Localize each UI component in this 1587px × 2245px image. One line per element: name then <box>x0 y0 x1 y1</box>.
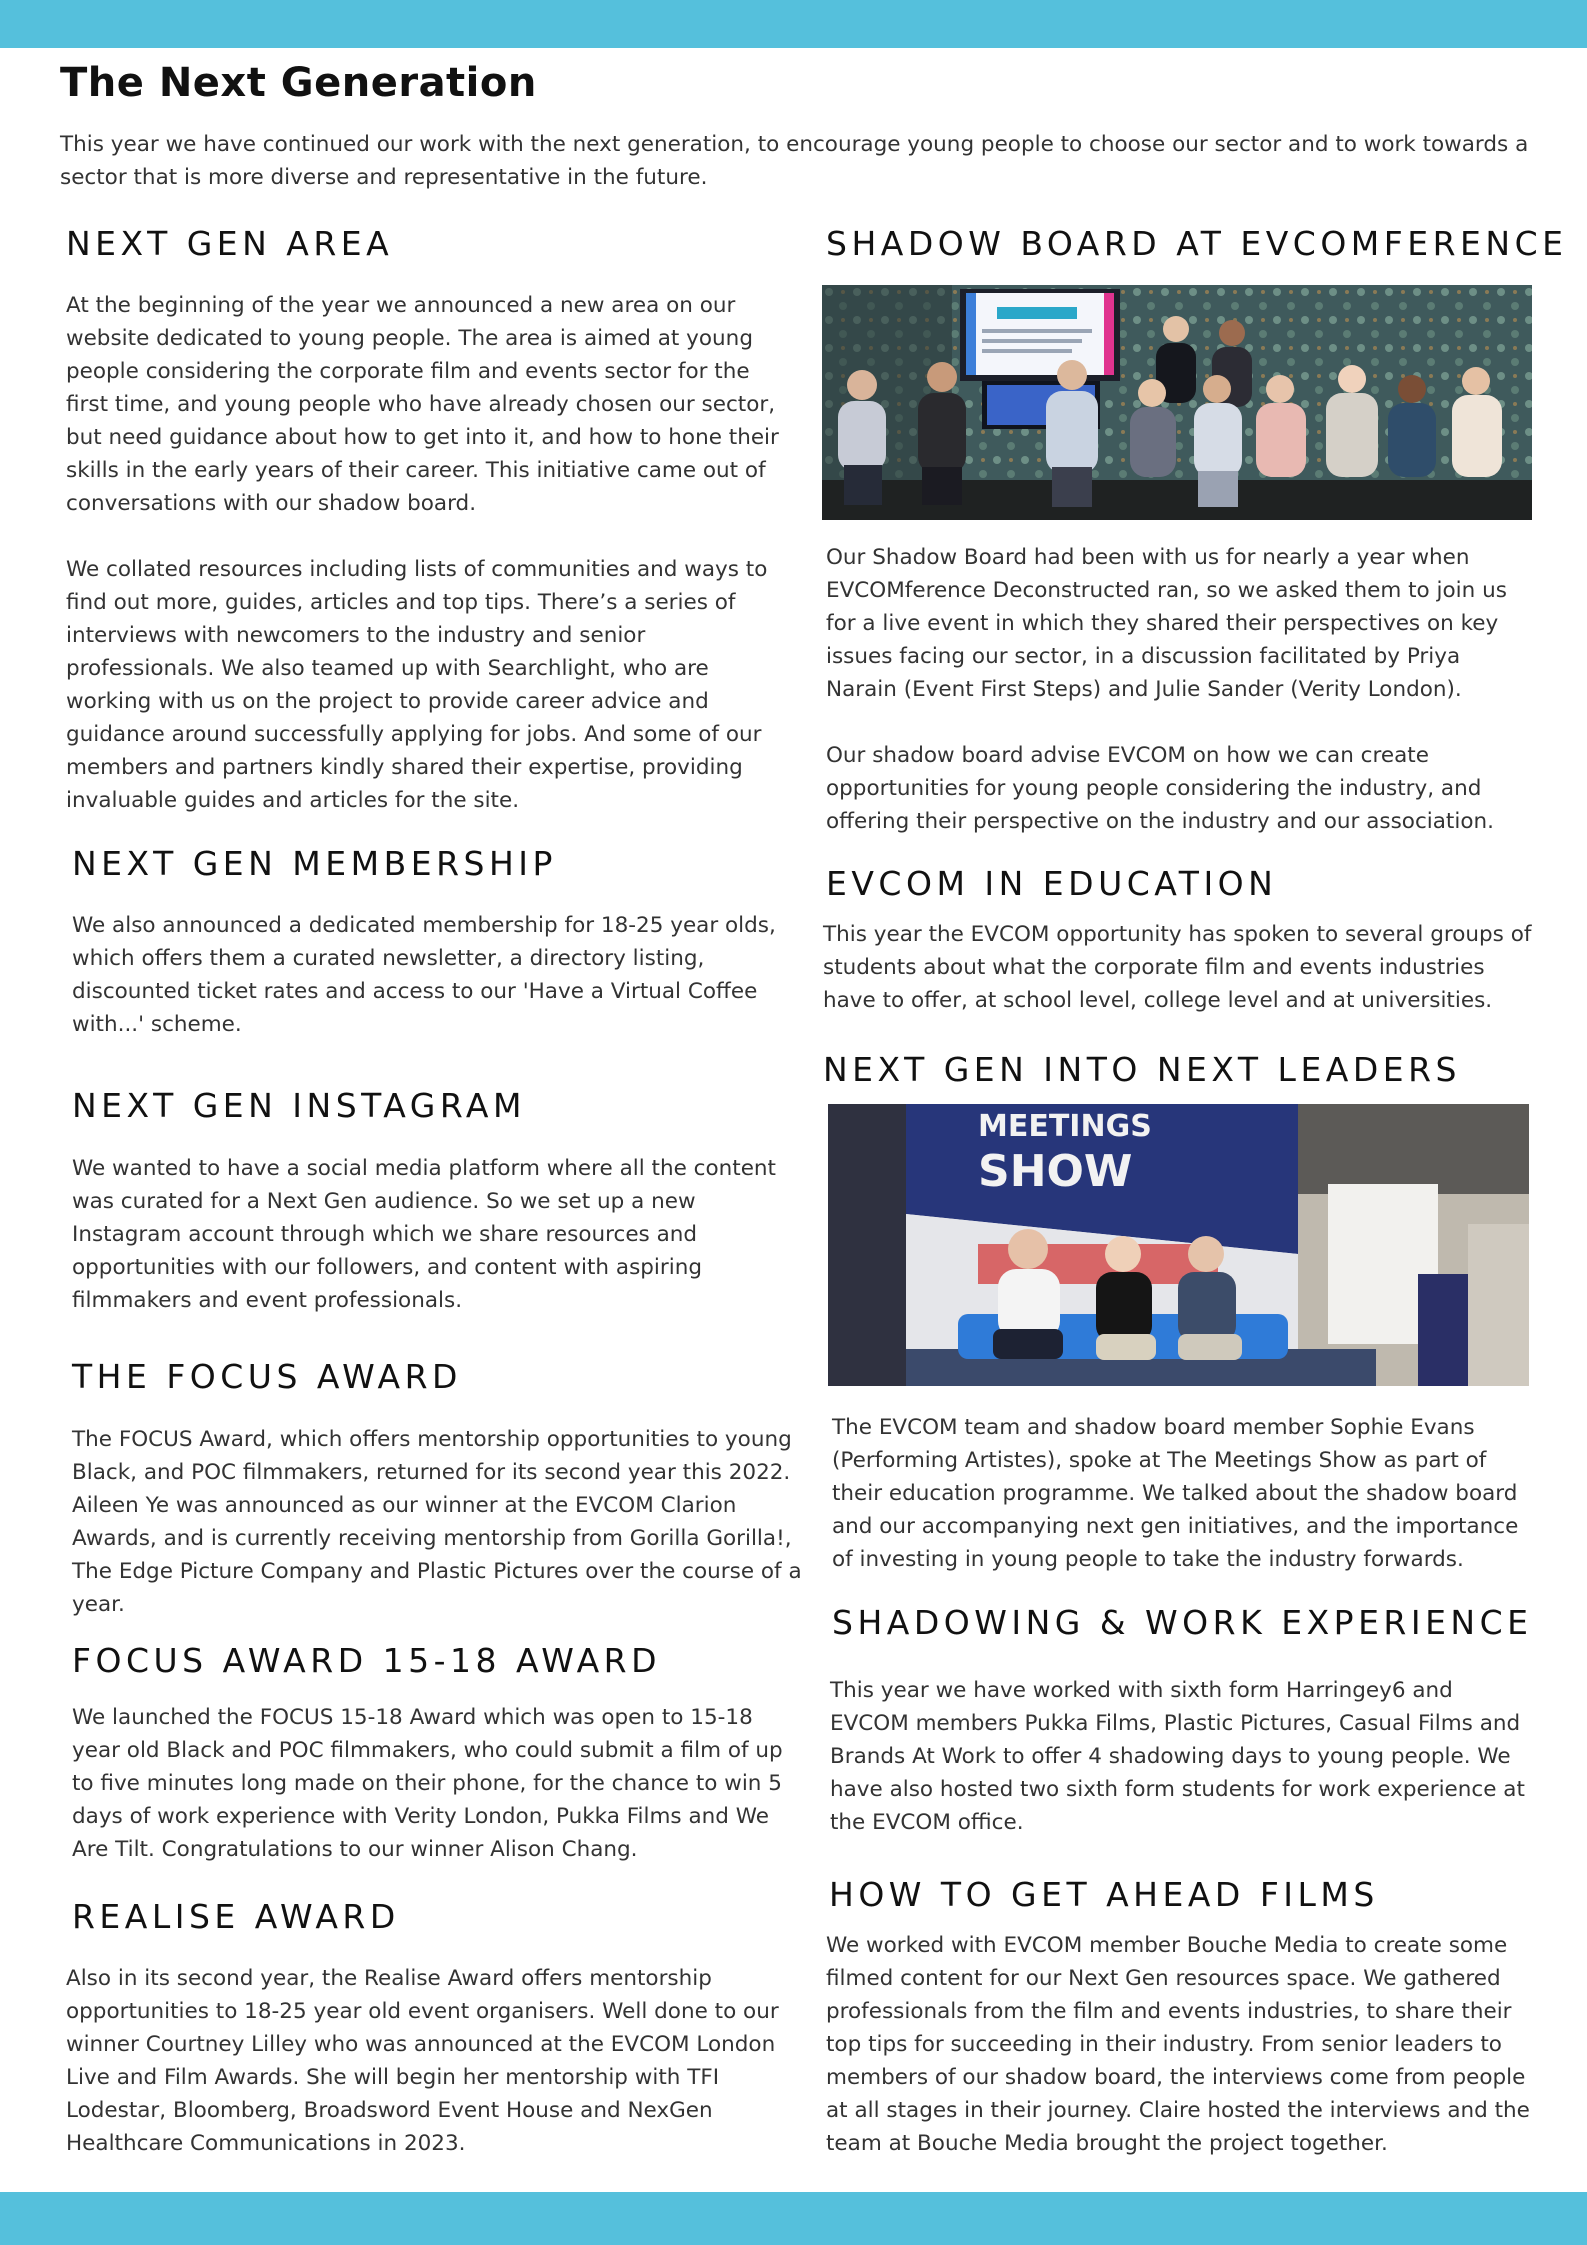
shadowing-paragraph: This year we have worked with sixth form Harringey6 and EVCOM members Pukka Films, Plastic Pictures, Casual Films and Brands At Work to offer 4 shadowing days to young people. We have also hosted two sixth form students for work experience at the EVCOM office. <box>830 1678 1525 1835</box>
focus-15-18-paragraph: We launched the FOCUS 15-18 Award which was open to 15-18 year old Black and POC filmmakers, who could submit a film of up to five minutes long made on their phone, for the chance to win 5 days of work experience with Verity London, Pukka Films and We Are Tilt. Congratulations to our winner Alison Chang. <box>72 1705 783 1862</box>
intro-paragraph: This year we have continued our work with the next generation, to encourage young people to choose our sector and to work towards a sector that is more diverse and representative in the future. <box>60 132 1529 190</box>
bottom-color-band <box>0 2192 1587 2245</box>
next-gen-area-text <box>66 289 791 817</box>
meetings-show-photo <box>828 1104 1529 1386</box>
heading-realise-award: REALISE AWARD <box>72 1897 400 1936</box>
meetings-show-sign-line-2: SHOW <box>978 1146 1133 1197</box>
page-title: The Next Generation <box>60 60 537 106</box>
next-gen-area-paragraph-1: At the beginning of the year we announced a new area on our website dedicated to young people. The area is aimed at young people considering the corporate film and events sector for the first time, and young people who have already chosen our sector, but need guidance about how to get into it, and how to hone their skills in the early years of their career. This initiative came out of conversations with our shadow board. <box>66 293 779 516</box>
realise-award-paragraph: Also in its second year, the Realise Award offers mentorship opportunities to 18-25 year old event organisers. Well done to our winner Courtney Lilley who was announced at the EVCOM London Live and Film Awards. She will begin her mentorship with TFI Lodestar, Bloomberg, Broadsword Event House and NexGen Healthcare Communications in 2023. <box>66 1966 779 2156</box>
shadow-board-text <box>826 541 1531 838</box>
heading-next-gen-area: NEXT GEN AREA <box>66 224 394 263</box>
top-color-band <box>0 0 1587 48</box>
shadow-board-group-photo <box>822 285 1532 520</box>
membership-paragraph: We also announced a dedicated membership for 18-25 year olds, which offers them a curated newsletter, a directory listing, discounted ticket rates and access to our 'Have a Virtual Coffee with...' scheme. <box>72 913 776 1037</box>
heading-instagram: NEXT GEN INSTAGRAM <box>72 1086 526 1125</box>
next-leaders-paragraph: The EVCOM team and shadow board member Sophie Evans (Performing Artistes), spoke at The Meetings Show as part of their education programme. We talked about the shadow board and our accompanying next gen initiatives, and the importance of investing in young people to take the industry forwards. <box>832 1415 1519 1572</box>
heading-focus-15-18: FOCUS AWARD 15-18 AWARD <box>72 1641 661 1680</box>
meetings-show-sign-line-1: MEETINGS <box>978 1109 1152 1144</box>
heading-membership: NEXT GEN MEMBERSHIP <box>72 844 557 883</box>
heading-next-leaders: NEXT GEN INTO NEXT LEADERS <box>823 1050 1462 1089</box>
heading-shadow-board: SHADOW BOARD AT EVCOMFERENCE <box>826 224 1568 263</box>
heading-shadowing: SHADOWING & WORK EXPERIENCE <box>832 1603 1533 1642</box>
shadow-board-paragraph-1: Our Shadow Board had been with us for nearly a year when EVCOMference Deconstructed ran, so we asked them to join us for a live event in which they shared their perspectives on key issues facing our sector, in a discussion facilitated by Priya Narain (Event First Steps) and Julie Sander (Verity London). <box>826 545 1507 702</box>
instagram-paragraph: We wanted to have a social media platform where all the content was curated for a Next Gen audience. So we set up a new Instagram account through which we share resources and opportunities with our followers, and content with aspiring filmmakers and event professionals. <box>72 1156 776 1313</box>
heading-focus-award: THE FOCUS AWARD <box>72 1357 462 1396</box>
get-ahead-paragraph: We worked with EVCOM member Bouche Media to create some filmed content for our Next Gen resources space. We gathered professionals from the film and events industries, to share their top tips for succeeding in their industry. From senior leaders to members of our shadow board, the interviews come from people at all stages in their journey. Claire hosted the interviews and the team at Bouche Media brought the project together. <box>826 1933 1530 2156</box>
focus-award-paragraph: The FOCUS Award, which offers mentorship opportunities to young Black, and POC filmmakers, returned for its second year this 2022. Aileen Ye was announced as our winner at the EVCOM Clarion Awards, and is currently receiving mentorship from Gorilla Gorilla!, The Edge Picture Company and Plastic Pictures over the course of a year. <box>72 1427 802 1617</box>
heading-education: EVCOM IN EDUCATION <box>826 864 1278 903</box>
heading-get-ahead: HOW TO GET AHEAD FILMS <box>829 1875 1379 1914</box>
shadow-board-paragraph-2: Our shadow board advise EVCOM on how we can create opportunities for young people considering the industry, and offering their perspective on the industry and our association. <box>826 743 1494 834</box>
education-paragraph: This year the EVCOM opportunity has spoken to several groups of students about what the corporate film and events industries have to offer, at school level, college level and at universities. <box>823 922 1532 1013</box>
next-gen-area-paragraph-2: We collated resources including lists of communities and ways to find out more, guides, articles and top tips. There’s a series of interviews with newcomers to the industry and senior professionals. We also teamed up with Searchlight, who are working with us on the project to provide career advice and guidance around successfully applying for jobs. And some of our members and partners kindly shared their expertise, providing invaluable guides and articles for the site. <box>66 557 768 813</box>
